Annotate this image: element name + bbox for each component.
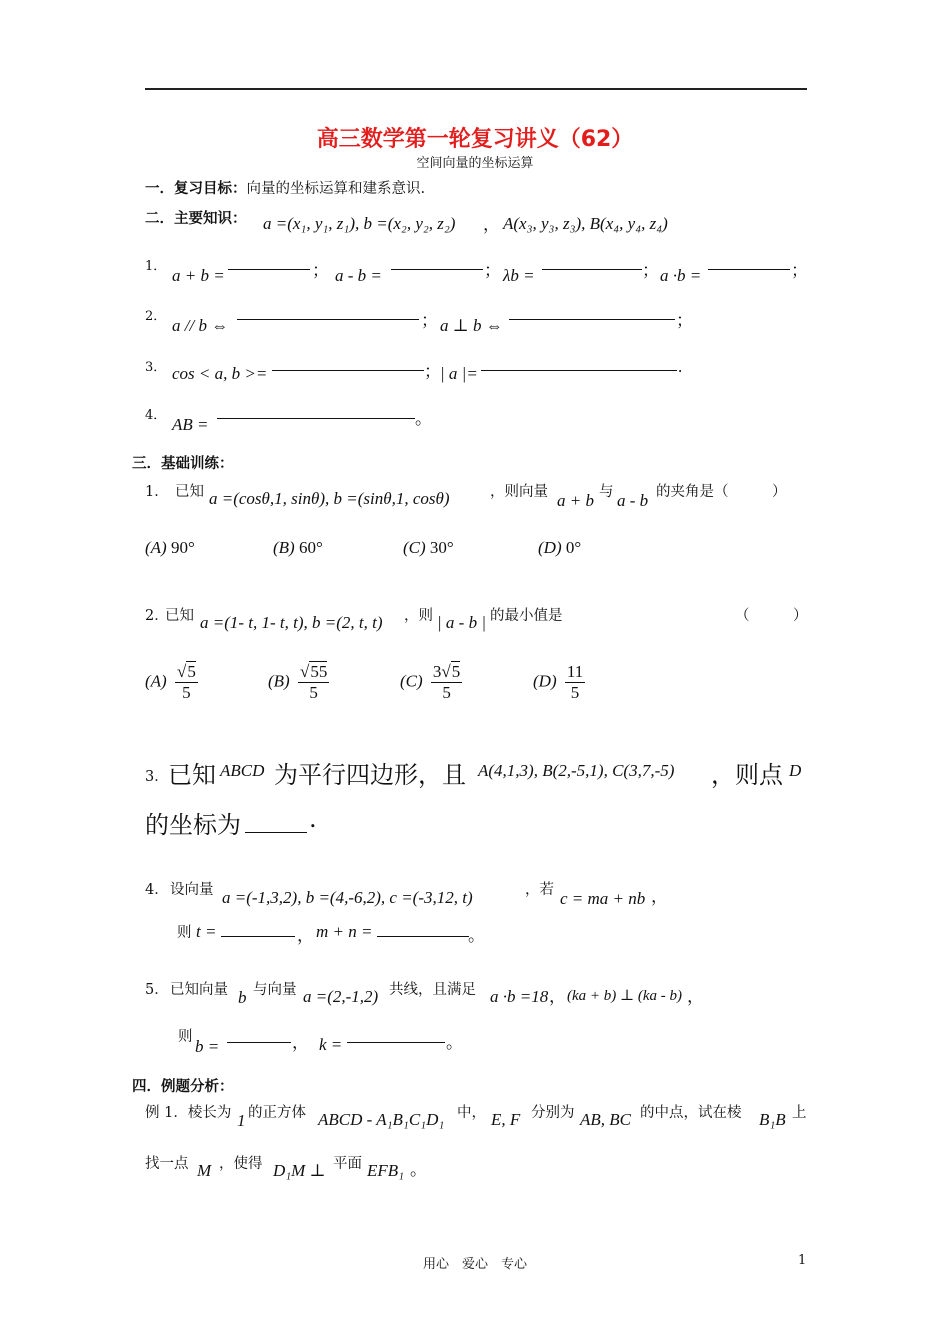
question-1-tail: 的夹角是（ ） — [656, 484, 787, 500]
separator: ， — [651, 887, 668, 906]
page-number: 1 — [798, 1253, 807, 1268]
question-2-answer-paren: （ ） — [735, 608, 808, 624]
question-5-text: 与向量 — [253, 982, 297, 998]
question-1-expr2: a + b — [557, 491, 594, 510]
ideographic-period: 。 — [415, 409, 432, 428]
example-1-text: 平面 — [333, 1156, 362, 1172]
ideographic-period: 。 — [468, 926, 485, 945]
formula-dot: a ·b = — [660, 266, 702, 285]
answer-blank[interactable] — [245, 832, 307, 833]
example-1-expr3: E, F — [491, 1110, 521, 1129]
question-3-number: 3． — [145, 769, 169, 785]
fraction: $\frac{3√5}{5}$ — [432, 662, 461, 702]
question-2-lead: 已知 — [165, 608, 194, 624]
option-a[interactable]: (A) 90° — [145, 538, 195, 557]
question-5-expr: a =(2,-1,2) — [303, 987, 379, 1006]
question-1-lead: 已知 — [175, 484, 204, 500]
option-a[interactable]: (A) $\frac{√5}{5}$ — [145, 662, 196, 702]
question-2-expr: a =(1- t, 1- t, t), b =(2, t, t) — [200, 613, 383, 632]
question-3-lead: 已知 — [168, 761, 216, 789]
option-d[interactable]: (D) $\frac{11}{5}$ — [533, 662, 584, 702]
formula-magnitude: | a |= — [440, 364, 478, 383]
comma: ， — [297, 926, 314, 945]
question-2-tail: 的最小值是 — [490, 608, 563, 624]
semicolon: ； — [484, 261, 501, 280]
example-1-text: ，使得 — [219, 1156, 263, 1172]
point-definitions: A(x₃, y₃, z₃), B(x₄, y₄, z₄) — [503, 214, 668, 233]
separator: ， — [549, 987, 566, 1006]
question-3-expr3: D — [789, 761, 802, 780]
question-1-number: 1． — [145, 484, 169, 500]
example-1-expr1: 1 — [237, 1111, 246, 1130]
section-main-knowledge — [145, 207, 247, 228]
question-3-tail: ，则点 — [711, 761, 783, 789]
item-number: 2． — [145, 309, 167, 324]
answer-blank[interactable] — [708, 269, 790, 270]
period: . — [678, 357, 683, 376]
question-4-lead: 设向量 — [170, 882, 214, 898]
vector-definitions: a =(x₁, y₁, z₁), b =(x₂, y₂, z₂) — [263, 214, 456, 233]
question-2-text: ，则 — [404, 608, 433, 624]
top-rule — [145, 88, 807, 90]
example-1-lead: 例 1．棱长为 — [145, 1105, 232, 1121]
answer-blank[interactable] — [509, 319, 675, 320]
example-1-text: 上 — [792, 1105, 807, 1121]
example-1-text: 的正方体 — [248, 1105, 306, 1121]
semicolon: ； — [791, 261, 808, 280]
question-4-line2-lead: 则 — [177, 925, 192, 941]
option-c[interactable]: (C) $\frac{3√5}{5}$ — [400, 662, 461, 702]
semicolon: ； — [312, 261, 329, 280]
formula-perpendicular: a ⊥ b ⇔ — [440, 316, 503, 335]
question-1-text: ，则向量 — [490, 484, 548, 500]
section-review-goals — [145, 177, 425, 198]
option-c[interactable]: (C) 30° — [403, 538, 454, 557]
question-4-expr2: c = ma + nb — [560, 889, 646, 908]
question-5-expr3: (ka + b) ⊥ (ka - b) — [567, 988, 683, 1004]
footer-slogan: 用心 爱心 专心 — [422, 1257, 527, 1272]
section-heading: 四．例题分析： — [132, 1079, 234, 1095]
answer-blank[interactable] — [481, 370, 677, 371]
formula-parallel: a // b ⇔ — [172, 316, 229, 335]
question-1-expr3: a - b — [617, 491, 649, 510]
example-1-line2-lead: 找一点 — [145, 1156, 189, 1172]
separator: ， — [687, 987, 704, 1006]
answer-blank[interactable] — [228, 269, 310, 270]
question-1-text: 与 — [599, 484, 614, 500]
question-3-expr1: ABCD — [220, 761, 265, 780]
option-d[interactable]: (D) 0° — [538, 538, 582, 557]
section-heading: 二．主要知识： — [145, 211, 247, 227]
question-5-expr-b: b — [238, 988, 247, 1007]
example-1-text: 的中点，试在棱 — [640, 1105, 742, 1121]
section-text: 向量的坐标运算和建系意识. — [246, 181, 426, 197]
question-5-lead: 已知向量 — [170, 982, 228, 998]
question-3-line2: 的坐标为 — [145, 811, 241, 839]
page-subtitle: 空间向量的坐标运算 — [416, 156, 534, 171]
question-5-expr5: k = — [319, 1035, 343, 1054]
answer-blank[interactable] — [217, 418, 415, 419]
fraction: $\frac{√5}{5}$ — [176, 662, 196, 702]
period: . — [309, 805, 317, 833]
question-4-text: ，若 — [525, 882, 554, 898]
question-5-expr2: a ·b =18 — [490, 987, 549, 1006]
fraction: $\frac{√55}{5}$ — [299, 662, 328, 702]
question-4-expr4: m + n = — [316, 922, 373, 941]
separator: ， — [483, 215, 500, 234]
section-basic-training — [132, 452, 234, 473]
item-number: 1． — [145, 259, 167, 274]
question-5-expr4: b = — [195, 1037, 220, 1056]
question-4-expr: a =(-1,3,2), b =(4,-6,2), c =(-3,12, t) — [222, 888, 473, 907]
formula-cosine: cos < a, b >= — [172, 364, 268, 383]
example-1-expr7: D₁M ⊥ — [273, 1161, 326, 1180]
answer-blank[interactable] — [227, 1042, 291, 1043]
example-1-expr8: EFB₁ — [367, 1161, 405, 1180]
answer-blank[interactable] — [391, 269, 483, 270]
answer-blank[interactable] — [221, 936, 295, 937]
section-heading: 一．复习目标： — [145, 181, 247, 197]
example-1-expr4: AB, BC — [580, 1110, 631, 1129]
question-5-line2-lead: 则 — [178, 1029, 193, 1045]
ideographic-period: 。 — [446, 1033, 463, 1052]
item-number: 3． — [145, 360, 167, 375]
section-example-analysis — [132, 1075, 234, 1096]
formula-sum: a + b = — [172, 266, 225, 285]
question-4-number: 4． — [145, 882, 169, 898]
answer-blank[interactable] — [347, 1042, 445, 1043]
answer-blank[interactable] — [272, 370, 424, 371]
option-b[interactable]: (B) $\frac{√55}{5}$ — [268, 662, 328, 702]
answer-blank[interactable] — [542, 269, 642, 270]
example-1-text: 分别为 — [531, 1105, 575, 1121]
section-heading: 三．基础训练： — [132, 456, 234, 472]
semicolon: ； — [424, 362, 441, 381]
question-1-expr: a =(cosθ,1, sinθ), b =(sinθ,1, cosθ) — [209, 489, 450, 508]
fraction: $\frac{11}{5}$ — [566, 662, 584, 702]
question-2-number: 2． — [145, 608, 169, 624]
example-1-expr6: M — [197, 1161, 212, 1180]
question-2-expr2: | a - b | — [437, 613, 487, 632]
semicolon: ； — [676, 311, 693, 330]
formula-vector-ab: AB = — [172, 415, 209, 434]
example-1-text: 中， — [457, 1105, 486, 1121]
semicolon: ； — [642, 261, 659, 280]
item-number: 4． — [145, 408, 167, 423]
question-4-expr3: t = — [196, 922, 217, 941]
answer-blank[interactable] — [237, 319, 419, 320]
question-3-expr2: A(4,1,3), B(2,-5,1), C(3,7,-5) — [478, 761, 675, 780]
option-b[interactable]: (B) 60° — [273, 538, 323, 557]
ideographic-period: 。 — [410, 1160, 427, 1179]
question-5-text: 共线，且满足 — [389, 982, 476, 998]
answer-blank[interactable] — [377, 936, 469, 937]
semicolon: ； — [421, 311, 438, 330]
question-3-text: 为平行四边形，且 — [274, 761, 466, 789]
question-5-number: 5． — [145, 982, 169, 998]
formula-scalar: λb = — [503, 266, 535, 285]
comma: ， — [292, 1033, 309, 1052]
example-1-expr5: B₁B — [759, 1110, 786, 1129]
page-title: 高三数学第一轮复习讲义（62） — [316, 127, 634, 152]
example-1-expr2: ABCD - A₁B₁C₁D₁ — [318, 1110, 445, 1129]
formula-difference: a - b = — [335, 266, 382, 285]
